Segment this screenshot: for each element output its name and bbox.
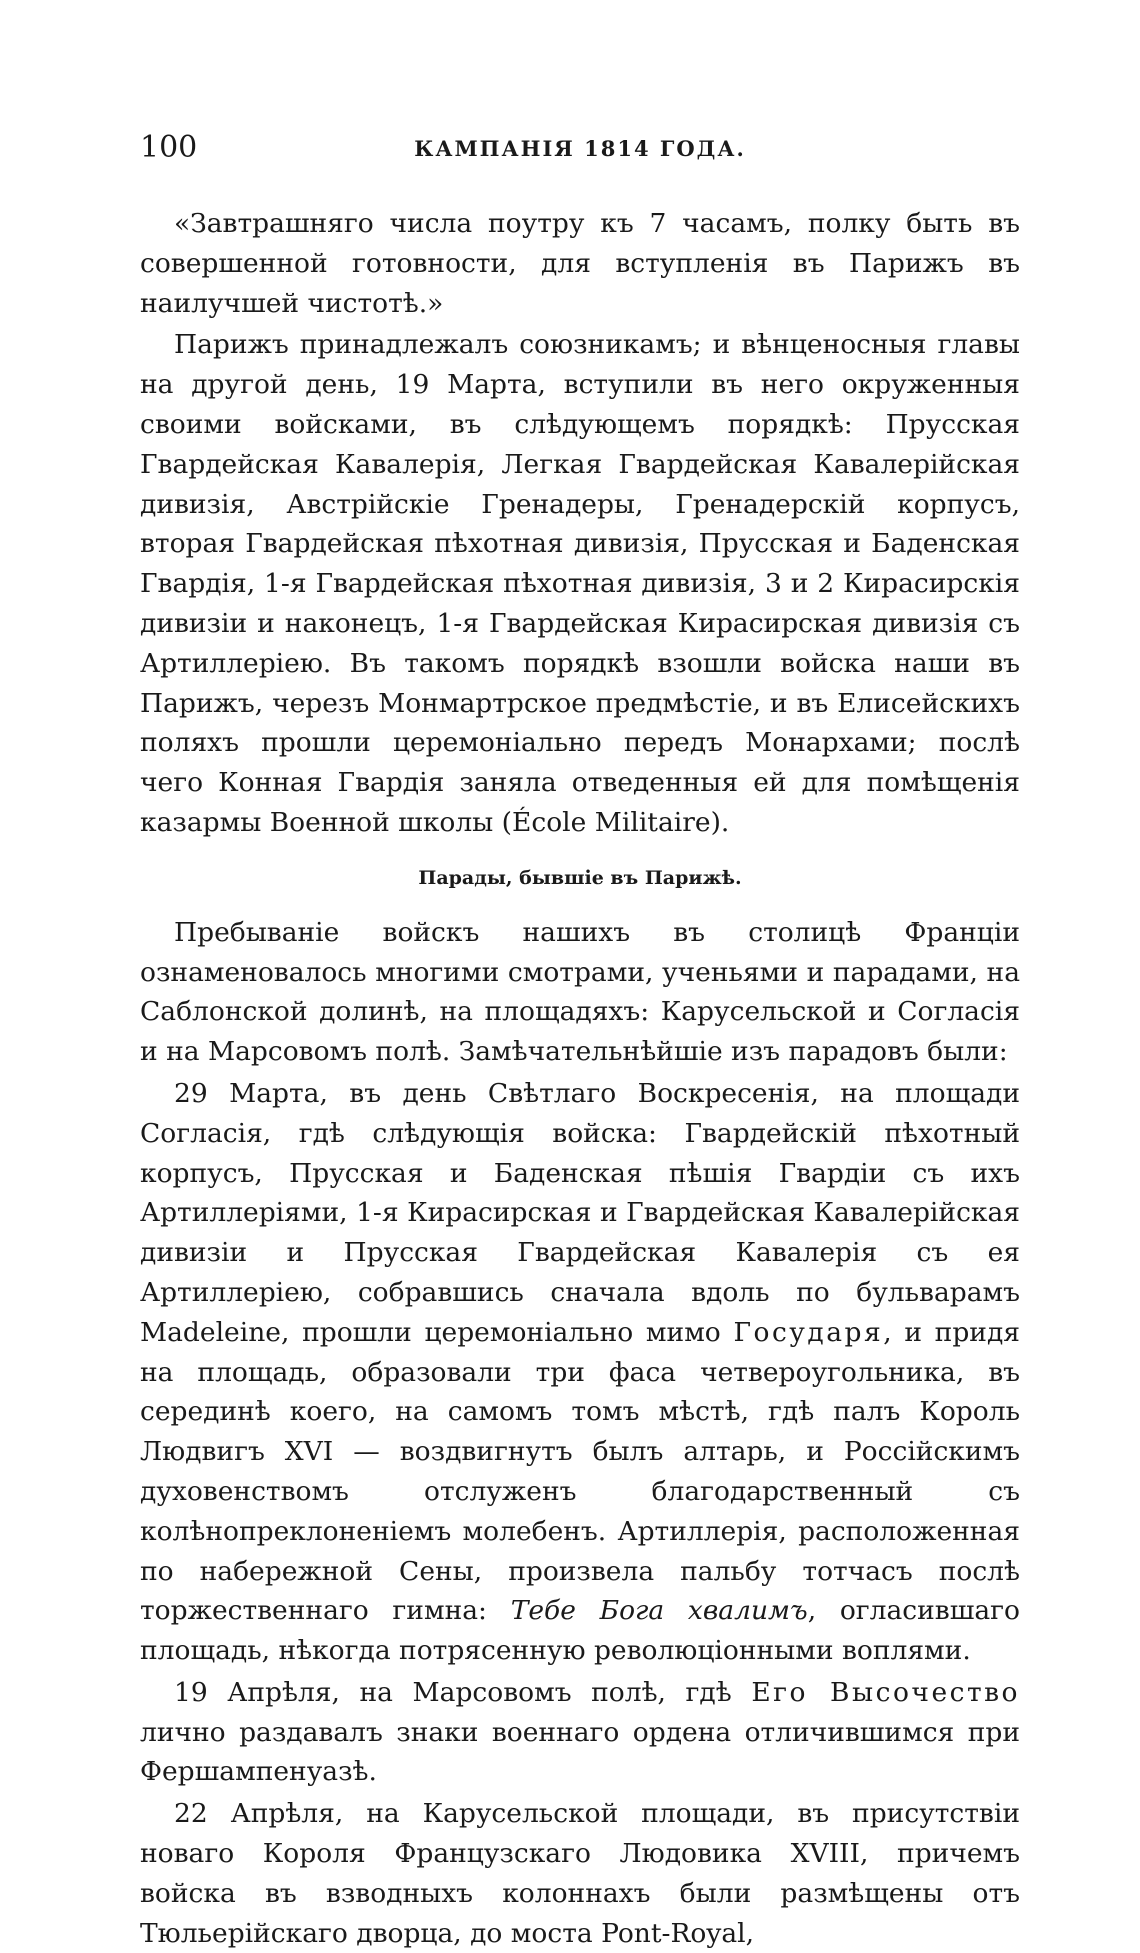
body-text	[140, 204, 1020, 1953]
april-19-text-a: 19 Апрѣля, на Марсовомъ полѣ, гдѣ	[174, 1676, 732, 1708]
hymn-title: Тебе Бога хвалимъ	[510, 1595, 808, 1627]
paragraph-april-22: 22 Апрѣля, на Карусельской площади, въ присутствіи новаго Короля Французскаго Людовика XVIII, причемъ войска въ взводныхъ колоннахъ были размѣщены отъ Тюльерійскаго дворца, до моста Pont-Royal,	[140, 1798, 1020, 1949]
march-29-text-c: , огласившаго площадь, нѣкогда потрясенную революціонными воплями.	[140, 1595, 1020, 1667]
march-29-text-b: , и придя на площадь, образовали три фаса четвероугольника, въ серединѣ коего, на самомъ томъ мѣстѣ, гдѣ палъ Король Людвигъ XVI — воздвигнутъ былъ алтарь, и Россійскимъ духовенствомъ отслуженъ благодарственный съ колѣнопреклоненіемъ молебенъ. Артиллерія, расположенная по набережной Сены, произвела пальбу тотчасъ послѣ торжественнаго гимна:	[140, 1316, 1020, 1627]
paragraph-march-29	[140, 1074, 1020, 1671]
running-title: КАМПАНІЯ 1814 ГОДА.	[414, 136, 746, 161]
paragraph-parades-intro: Пребываніе войскъ нашихъ въ столицѣ Франціи ознаменовалось многими смотрами, ученьями и парадами, на Саблонской долинѣ, на площадяхъ: Карусельской и Согласія и на Марсовомъ полѣ. Замѣчательнѣйшіе изъ парадовъ были:	[140, 916, 1020, 1068]
paragraph-entry-into-paris: Парижъ принадлежалъ союзникамъ; и вѣнценосныя главы на другой день, 19 Марта, вступили въ него окруженныя своими войсками, въ слѣдующемъ порядкѣ: Прусская Гвардейская Кавалерія, Легкая Гвардейская Кавалерійская дивизія, Австрійскіе Гренадеры, Гренадерскій корпусъ, вторая Гвардейская пѣхотная дивизія, Прусская и Баденская Гвардія, 1-я Гвардейская пѣхотная дивизія, 3 и 2 Кирасирскія дивизіи и наконецъ, 1-я Гвардейская Кирасирская дивизія съ Артиллеріею. Въ такомъ порядкѣ взошли войска наши въ Парижъ, черезъ Монмартрское предмѣстіе, и въ Елисейскихъ поляхъ прошли церемоніально передъ Монархами; послѣ чего Конная Гвардія заняла отведенныя ей для помѣщенія казармы Военной школы (École Militaire).	[140, 329, 1020, 838]
paragraph-order-quote: «Завтрашняго числа поутру къ 7 часамъ, полку быть въ совершенной готовности, для вступленія въ Парижъ въ наилучшей чистотѣ.»	[140, 208, 1020, 319]
paragraph-april-19	[140, 1673, 1020, 1792]
highness-words: Его Высочество	[751, 1676, 1020, 1708]
book-page	[140, 130, 1020, 1953]
running-header	[140, 130, 1020, 170]
section-heading: Парады, бывшіе въ Парижѣ.	[418, 866, 742, 889]
sovereign-word: Государя	[733, 1316, 884, 1348]
march-29-text-a: 29 Марта, въ день Свѣтлаго Воскресенія, на площади Согласія, гдѣ слѣдующія войска: Гвардейскій пѣхотный корпусъ, Прусская и Баденская пѣшія Гвардіи съ ихъ Артиллеріями, 1-я Кирасирская и Гвардейская Кавалерійская дивизіи и Прусская Гвардейская Кавалерія съ ея Артиллеріею, собравшись сначала вдоль по бульварамъ Madeleine, прошли церемоніально мимо	[140, 1077, 1020, 1348]
april-19-text-b: лично раздавалъ знаки военнаго ордена отличившимся при Фершампенуазѣ.	[140, 1716, 1020, 1788]
page-number: 100	[140, 130, 198, 165]
